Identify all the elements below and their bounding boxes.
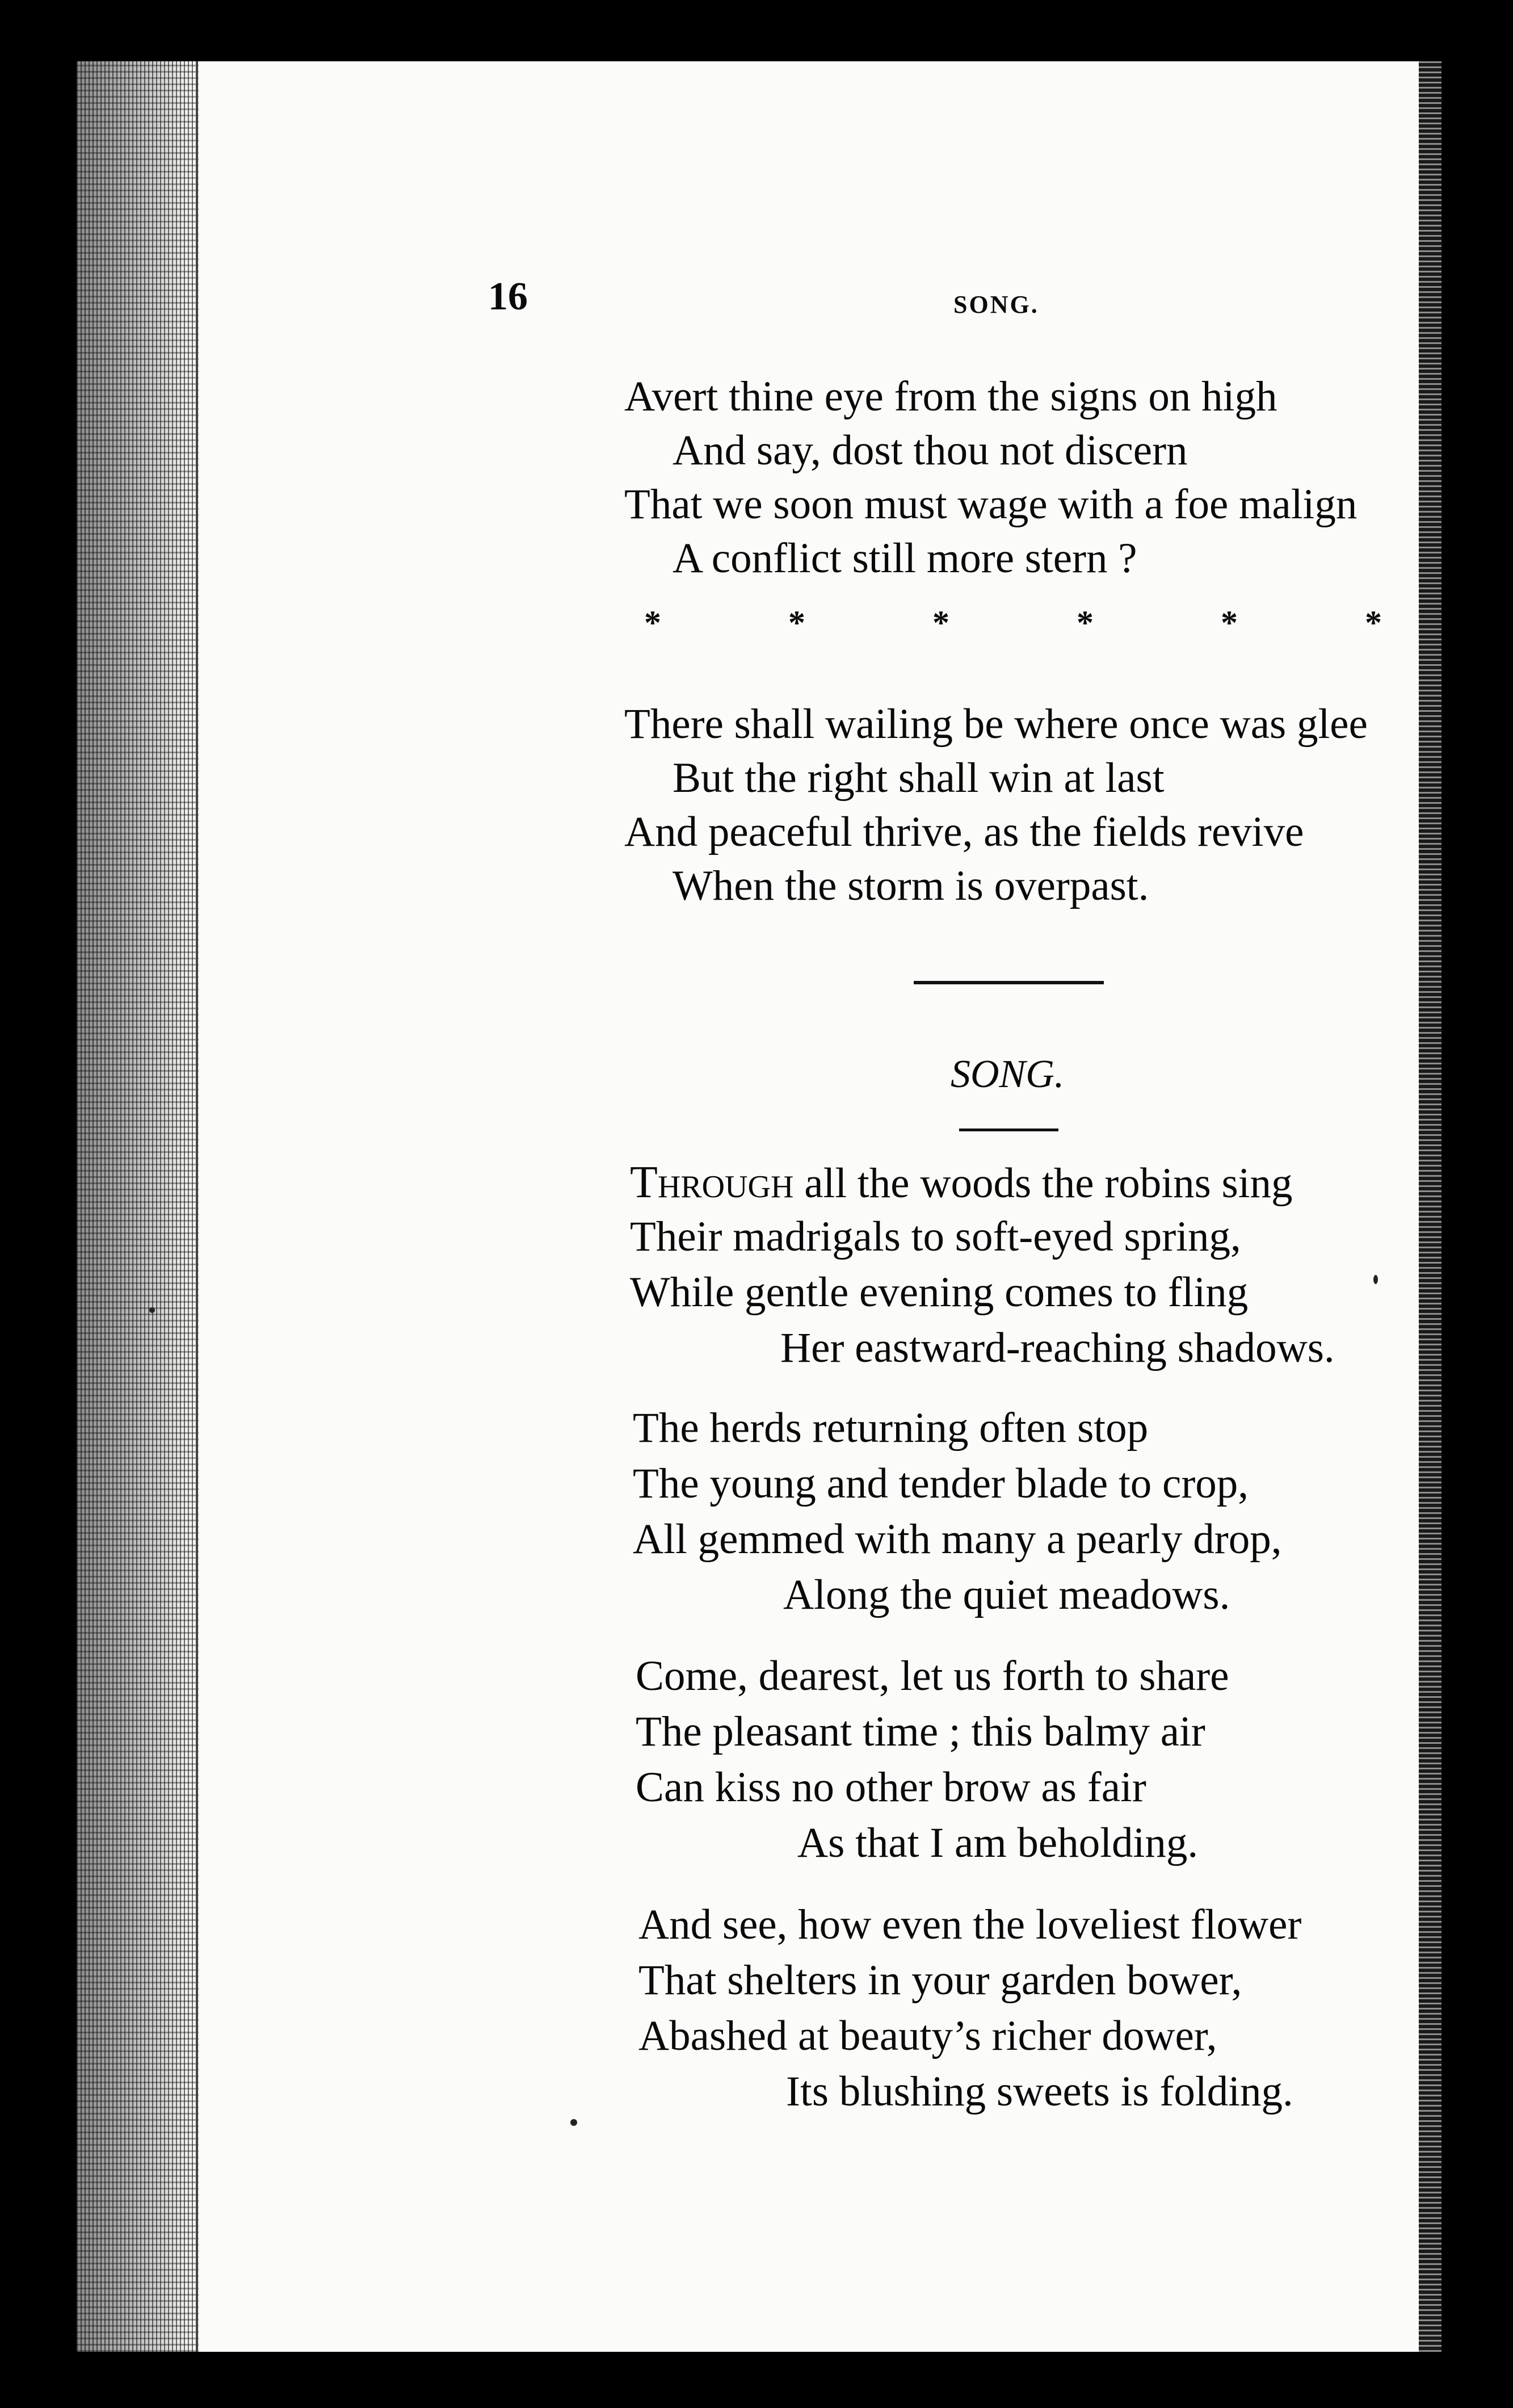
page-number: 16 <box>488 275 528 318</box>
asterisk: * <box>1077 604 1094 641</box>
poem-line: That we soon must wage with a foe malign <box>624 481 1358 528</box>
poem-line-text: all the woods the robins sing <box>804 1160 1293 1207</box>
poem-line: Her eastward-reaching shadows. <box>780 1324 1335 1371</box>
poem-line: Along the quiet meadows. <box>783 1571 1230 1618</box>
poem-line: Its blushing sweets is folding. <box>786 2068 1293 2115</box>
poem-line: And say, dost thou not discern <box>673 427 1188 474</box>
poem-line: There shall wailing be where once was glee <box>624 700 1368 748</box>
poem-line: As that I am beholding. <box>797 1819 1199 1866</box>
title-rule <box>959 1129 1058 1131</box>
poem-line: The pleasant time ; this balmy air <box>636 1708 1205 1755</box>
asterisk: * <box>1221 604 1238 641</box>
poem-line: Can kiss no other brow as fair <box>636 1764 1146 1811</box>
poem-line: But the right shall win at last <box>673 754 1165 802</box>
running-title: SONG. <box>953 291 1039 318</box>
asterisk: * <box>788 604 805 641</box>
print-speck <box>1373 1275 1378 1284</box>
page-gutter <box>77 61 199 2352</box>
poem-line <box>630 1157 1293 1207</box>
facing-page-edge <box>1419 61 1441 2352</box>
section-divider <box>914 981 1104 984</box>
book-page <box>77 61 1441 2352</box>
poem-line: And peaceful thrive, as the fields revive <box>624 808 1304 855</box>
asterism <box>644 603 1382 643</box>
gutter-line <box>196 61 198 2352</box>
poem-line: When the storm is overpast. <box>673 862 1149 909</box>
poem-line: A conflict still more stern ? <box>673 535 1137 582</box>
poem-line: While gentle evening comes to fling <box>630 1269 1249 1316</box>
poem-line: The herds returning often stop <box>633 1404 1149 1451</box>
poem-line: Their madrigals to soft-eyed spring, <box>630 1213 1241 1260</box>
asterisk: * <box>932 604 949 641</box>
first-word: Through <box>630 1157 794 1207</box>
poem-line: Avert thine eye from the signs on high <box>624 373 1277 420</box>
print-speck <box>149 1307 155 1313</box>
poem-line: That shelters in your garden bower, <box>638 1957 1242 2004</box>
poem-line: Abashed at beauty’s richer dower, <box>638 2012 1217 2059</box>
poem-line: All gemmed with many a pearly drop, <box>633 1516 1282 1563</box>
poem-line: Come, dearest, let us forth to share <box>636 1652 1229 1700</box>
asterisk: * <box>1365 604 1382 641</box>
poem-title: SONG. <box>951 1052 1065 1096</box>
print-speck <box>570 2119 577 2126</box>
asterisk: * <box>644 604 661 641</box>
poem-line: The young and tender blade to crop, <box>633 1460 1249 1507</box>
poem-line: And see, how even the loveliest flower <box>638 1901 1302 1948</box>
